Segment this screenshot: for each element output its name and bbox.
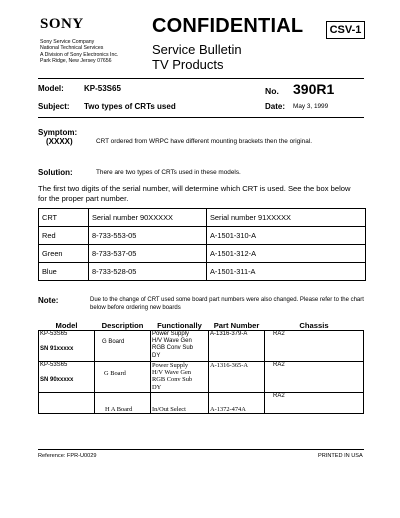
reference: Reference: FPR-U0029	[38, 453, 97, 459]
table-cell	[151, 362, 209, 393]
table-cell: Serial number 91XXXXX	[207, 209, 366, 227]
table-cell: RA2	[265, 393, 364, 414]
table-cell: Green	[39, 245, 89, 263]
table-cell	[39, 393, 95, 414]
subject-value: Two types of CRTs used	[84, 102, 176, 111]
table-row	[39, 331, 364, 362]
func-line: Power Supply	[152, 331, 190, 337]
date-value: May 3, 1999	[293, 103, 329, 110]
table-cell: RA2	[265, 362, 364, 393]
table-cell: RA2	[265, 331, 364, 362]
solution-text: There are two types of CRTs used in these models.	[96, 169, 241, 176]
solution-paragraph: The first two digits of the serial number, will determine which CRT is used. See the box below for the proper part number.	[38, 184, 351, 203]
tv-products: TV Products	[152, 57, 224, 72]
serial-text: SN 91xxxxx	[40, 346, 74, 353]
desc-text: G Board	[102, 339, 125, 345]
table-cell: In/Out Select	[151, 393, 209, 414]
table-cell	[151, 331, 209, 362]
table-cell: Red	[39, 227, 89, 245]
func-line: DY	[152, 352, 161, 359]
table-cell: 8-733-537-05	[89, 245, 207, 263]
func-line: RGB Conv Sub	[152, 345, 194, 352]
model-value: KP-53S65	[84, 84, 121, 93]
table-header: Functionally	[151, 320, 209, 331]
number-value: 390R1	[293, 81, 335, 97]
table-cell	[39, 331, 95, 362]
table-cell: Blue	[39, 263, 89, 281]
printed-in: PRINTED IN USA	[318, 453, 363, 459]
table-row	[39, 362, 364, 393]
desc-text: G Board	[104, 370, 126, 377]
company-line: Park Ridge, New Jersey 07656	[40, 58, 112, 65]
symptom-label: Symptom:	[38, 128, 78, 137]
table-cell	[39, 362, 95, 393]
func-line: H/V Wave Gen	[152, 338, 192, 345]
table-cell: CRT	[39, 209, 89, 227]
table-cell: A-1501-311-A	[207, 263, 366, 281]
table-cell: A-1372-474A	[209, 393, 265, 414]
company-line: Sony Service Company	[40, 39, 95, 45]
table-row	[39, 393, 364, 414]
model-label: Model:	[38, 84, 64, 93]
model-text: KP-53S65	[40, 362, 68, 368]
footer-rule	[38, 449, 364, 450]
header-rule	[38, 78, 364, 79]
table-cell	[95, 362, 151, 393]
company-line: National Technical Services	[40, 45, 104, 52]
table-cell	[95, 331, 151, 362]
func-line: H/V Wave Gen	[152, 369, 192, 377]
date-label: Date:	[265, 102, 286, 111]
table-cell: H A Board	[95, 393, 151, 414]
table-cell: 8-733-528-05	[89, 263, 207, 281]
serial-text: SN 90xxxxx	[40, 377, 74, 384]
table-header-row	[39, 320, 364, 331]
table-header: Part Number	[209, 320, 265, 331]
table-cell: A-1501-312-A	[207, 245, 366, 263]
table-cell: A-1501-310-A	[207, 227, 366, 245]
note-text: Due to the change of CRT used some board part numbers were also changed. Please refer to the chart below before ordering new boards	[90, 297, 364, 311]
table-cell: A-1316-379-A	[209, 331, 265, 362]
subject-rule	[38, 117, 364, 118]
note-label: Note:	[38, 296, 59, 305]
table-row	[39, 245, 366, 263]
table-row	[39, 227, 366, 245]
service-bulletin: Service Bulletin	[152, 42, 242, 57]
sony-logo: SONY	[40, 16, 84, 32]
parts-table	[38, 320, 364, 414]
table-cell: A-1316-365-A	[209, 362, 265, 393]
solution-label: Solution:	[38, 168, 73, 177]
table-cell: Serial number 90XXXXX	[89, 209, 207, 227]
table-header: Model	[39, 320, 95, 331]
bulletin-code-box: CSV-1	[326, 21, 365, 39]
subject-label: Subject:	[38, 102, 70, 111]
symptom-code: (XXXX)	[46, 137, 73, 146]
company-address	[40, 39, 118, 65]
func-line: RGB Conv Sub	[152, 376, 193, 384]
table-header: Description	[95, 320, 151, 331]
crt-table	[38, 208, 366, 281]
symptom-text: CRT ordered from WRPC have different mounting brackets then the original.	[96, 138, 312, 145]
func-line: Power Supply	[152, 362, 189, 369]
table-row	[39, 263, 366, 281]
bulletin-subtitle	[152, 42, 242, 72]
table-row	[39, 209, 366, 227]
company-line: A Division of Sony Electronics Inc.	[40, 51, 119, 58]
number-label: No.	[265, 86, 279, 96]
confidential-title: CONFIDENTIAL	[152, 15, 304, 37]
table-cell: 8-733-553-05	[89, 227, 207, 245]
model-text: KP-53S65	[40, 331, 68, 337]
func-line: DY	[152, 383, 162, 391]
table-header: Chassis	[265, 320, 364, 331]
